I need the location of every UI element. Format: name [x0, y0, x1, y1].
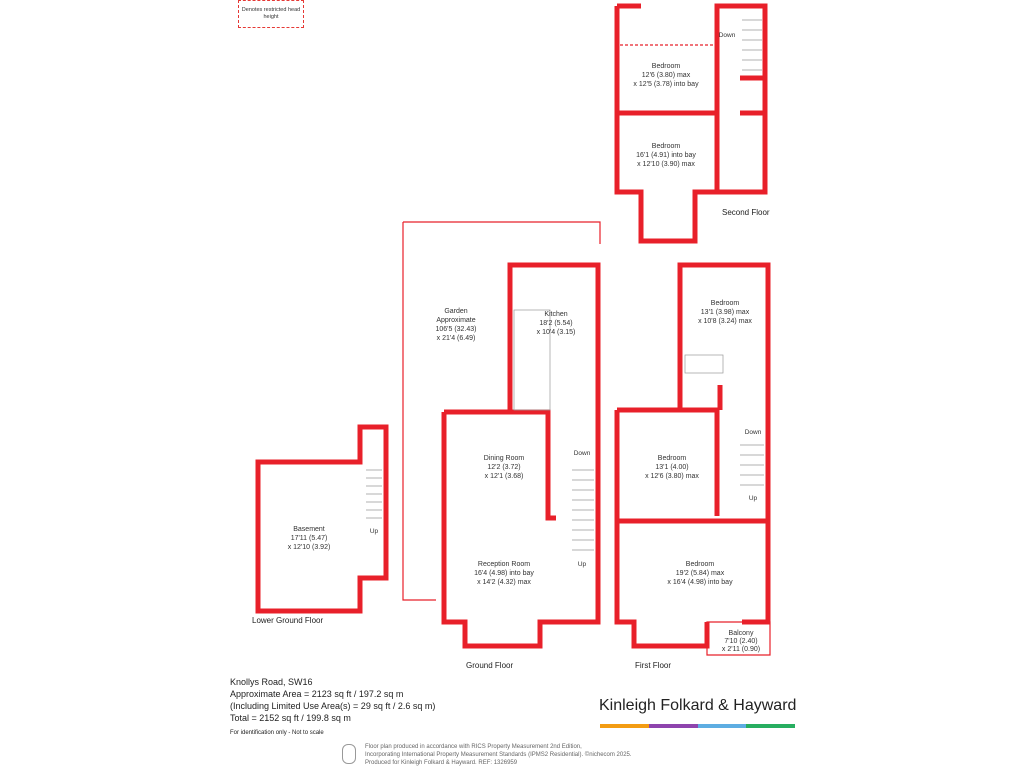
basement-stairs — [366, 470, 382, 518]
svg-text:Balcony: Balcony — [728, 630, 754, 637]
svg-text:x 21'4 (6.49): x 21'4 (6.49) — [436, 335, 476, 342]
svg-text:Garden: Garden — [444, 308, 468, 315]
svg-text:x 10'4 (3.15): x 10'4 (3.15) — [536, 329, 576, 336]
svg-text:Kitchen: Kitchen — [544, 311, 568, 318]
svg-text:x 16'4 (4.98) into bay: x 16'4 (4.98) into bay — [667, 579, 733, 586]
basement-label — [288, 526, 331, 551]
second-stairs — [742, 20, 762, 70]
total-area: Total = 2152 sq ft / 199.8 sq m — [230, 713, 351, 723]
footer-credits — [365, 743, 632, 767]
ground-up-label: Up — [577, 561, 587, 568]
svg-text:13'1 (4.00): 13'1 (4.00) — [655, 464, 689, 471]
svg-text:19'2 (5.84) max: 19'2 (5.84) max — [675, 570, 725, 577]
reception-room-label — [474, 561, 534, 586]
bathroom-bath — [685, 355, 723, 373]
ground-floor-label: Ground Floor — [466, 661, 514, 670]
svg-text:Bedroom: Bedroom — [657, 455, 687, 462]
brand-bar-green — [746, 724, 795, 728]
garden-label — [435, 308, 476, 342]
svg-text:x 2'11 (0.90): x 2'11 (0.90) — [721, 646, 761, 653]
first-bedroom-top-label — [698, 300, 752, 325]
svg-text:7'10 (2.40): 7'10 (2.40) — [724, 638, 758, 645]
svg-text:16'4 (4.98) into bay: 16'4 (4.98) into bay — [474, 570, 534, 577]
second-floor-label: Second Floor — [722, 208, 770, 217]
balcony-label — [722, 630, 760, 653]
first-up-label: Up — [748, 495, 758, 502]
first-stairs — [740, 445, 764, 485]
brand-bar-purple — [649, 724, 698, 728]
nichecom-icon — [342, 744, 356, 764]
basement-walls — [258, 427, 386, 611]
legend-text: Denotes restricted head height — [241, 7, 301, 20]
svg-text:x 12'5 (3.78) into bay: x 12'5 (3.78) into bay — [633, 81, 699, 88]
svg-text:Basement: Basement — [293, 526, 325, 533]
ground-stairs — [572, 470, 594, 550]
footer-line-1: Floor plan produced in accordance with RICS Property Measurement 2nd Edition, — [365, 744, 582, 750]
limited-use-area: (Including Limited Use Area(s) = 29 sq ft / 2.6 sq m) — [230, 701, 436, 711]
footer-line-2: Incorporating International Property Measurement Standards (IPMS2 Residential). ©nichecom 2025. — [365, 752, 632, 758]
svg-text:Dining Room: Dining Room — [483, 455, 525, 462]
lower-ground-floor-label: Lower Ground Floor — [252, 616, 324, 625]
svg-text:x 12'6 (3.80) max: x 12'6 (3.80) max — [645, 473, 699, 480]
svg-text:x 14'2 (4.32) max: x 14'2 (4.32) max — [477, 579, 531, 586]
svg-text:17'11 (5.47): 17'11 (5.47) — [290, 535, 328, 542]
svg-text:12'6 (3.80) max: 12'6 (3.80) max — [641, 72, 691, 79]
svg-text:x 12'10 (3.92): x 12'10 (3.92) — [287, 544, 331, 551]
svg-text:Approximate: Approximate — [436, 317, 476, 324]
svg-text:106'5 (32.43): 106'5 (32.43) — [435, 326, 477, 333]
second-bedroom-bottom-label — [636, 143, 696, 168]
second-down-label: Down — [718, 32, 736, 39]
first-bedroom-mid-label — [645, 455, 699, 480]
first-down-label: Down — [744, 429, 762, 436]
svg-text:x 12'10 (3.90) max: x 12'10 (3.90) max — [637, 161, 695, 168]
svg-text:Bedroom: Bedroom — [685, 561, 715, 568]
kitchen-label — [537, 311, 576, 336]
svg-text:12'2 (3.72): 12'2 (3.72) — [487, 464, 521, 471]
svg-text:18'2 (5.54): 18'2 (5.54) — [539, 320, 573, 327]
scale-note: For identification only - Not to scale — [230, 730, 324, 736]
approximate-area: Approximate Area = 2123 sq ft / 197.2 sq m — [230, 689, 404, 699]
ground-down-label: Down — [573, 450, 591, 457]
brand-bar-orange — [600, 724, 649, 728]
address: Knollys Road, SW16 — [230, 677, 313, 687]
first-floor-label: First Floor — [635, 661, 671, 670]
brand-color-bar — [600, 724, 795, 728]
first-bedroom-front-label — [667, 561, 733, 586]
svg-text:x 10'8 (3.24) max: x 10'8 (3.24) max — [698, 318, 752, 325]
dining-room-label — [484, 455, 525, 480]
brand-logo: Kinleigh Folkard & Hayward — [599, 697, 797, 714]
svg-text:13'1 (3.98) max: 13'1 (3.98) max — [700, 309, 750, 316]
svg-text:x 12'1 (3.68): x 12'1 (3.68) — [484, 473, 524, 480]
second-floor-walls — [617, 6, 765, 241]
footer-line-3: Produced for Kinleigh Folkard & Hayward. REF: 1326959 — [365, 760, 518, 766]
svg-text:Bedroom: Bedroom — [651, 63, 681, 70]
svg-text:16'1 (4.91) into bay: 16'1 (4.91) into bay — [636, 152, 696, 159]
brand-bar-blue — [698, 724, 747, 728]
svg-text:Reception Room: Reception Room — [477, 561, 531, 568]
svg-text:Bedroom: Bedroom — [651, 143, 681, 150]
property-info — [230, 676, 435, 739]
second-bedroom-top-label — [633, 63, 699, 88]
svg-text:Bedroom: Bedroom — [710, 300, 740, 307]
basement-up-label: Up — [369, 528, 379, 535]
